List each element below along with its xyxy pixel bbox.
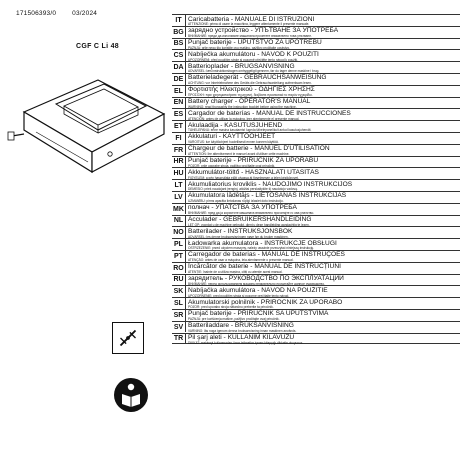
manual-title: Batterioplader - BRUGSANVISNING xyxy=(188,62,295,70)
warning-text: POZOR: prije uporabe stroja, pažljivo pročitajte ovaj priručnik. xyxy=(188,163,276,168)
language-row xyxy=(172,167,460,179)
language-code: TR xyxy=(172,334,186,345)
language-row xyxy=(172,132,460,144)
manual-title: Punjač baterije - PRIRUČNIK SA UPUTSTVIMA xyxy=(188,310,329,318)
language-row xyxy=(172,26,460,38)
caution-symbol-icon xyxy=(112,322,144,354)
model-name: CGF C Li 48 xyxy=(76,43,119,50)
warning-text: ADVARSEL: les denne bruksanvisningen nøye før du bruker maskinen. xyxy=(188,234,289,239)
language-code: PL xyxy=(172,239,186,250)
manual-title: Nabíječka akumulátoru - NÁVOD K POUŽITÍ xyxy=(188,50,319,58)
read-manual-icon xyxy=(114,378,148,412)
manual-title: Akumulatora lādētājs - LIETOŠANAS INSTRUKCIJAS xyxy=(188,192,347,200)
manual-title: Akkumulátor-töltő - HASZNÁLATI UTASÍTÁS xyxy=(188,168,319,176)
manual-title: Ładowarka akumulatora - INSTRUKCJE OBSŁUGI xyxy=(188,239,337,247)
warning-text: FIGYELEM: a gép használata előtt olvassa át figyelmesen a jelen kézikönyvet. xyxy=(188,175,299,180)
manual-title: Pil şarj aleti - KULLANIM KILAVUZU xyxy=(188,334,295,342)
language-row xyxy=(172,238,460,250)
warning-text: ATENCIÓN: antes de utilizar la máquina, leer atentamente el presente manual. xyxy=(188,116,300,121)
language-code: NL xyxy=(172,216,186,227)
manual-title: Batteriladdare - BRUKSANVISNING xyxy=(188,322,294,330)
manual-title: Nabíjačka akumulátora - NÁVOD NA POUŽITIE xyxy=(188,286,328,294)
manual-title: Încărcător de baterie - MANUAL DE INSTRUCȚIUNI xyxy=(188,263,341,271)
warning-text: ATTENZIONE: prima di usare la macchina, leggere attentamente il presente manuale. xyxy=(188,22,310,27)
language-row xyxy=(172,179,460,191)
warning-text: UPOZORNENIE: pred použitím stroja si pozorne prečítajte tento návod. xyxy=(188,293,290,298)
language-code: PT xyxy=(172,251,186,262)
language-row xyxy=(172,297,460,309)
manual-title: Batterieladegerät - GEBRAUCHSANWEISUNG xyxy=(188,74,327,82)
language-code: SR xyxy=(172,310,186,321)
language-code: FR xyxy=(172,145,186,156)
manual-title: Carregador de baterias - MANUAL DE INSTRUÇÕES xyxy=(188,251,345,259)
language-code: IT xyxy=(172,15,186,26)
language-row xyxy=(172,144,460,156)
warning-text: ВНИМАНИЕ: преди да използвате машината прочетете внимателно това упътване. xyxy=(188,33,312,38)
manual-title: зарядитель - РУКОВОДСТВО ПО ЭКСПЛУАТАЦИИ xyxy=(188,275,344,283)
language-row xyxy=(172,108,460,120)
manual-title: Batterilader - INSTRUKSJONSBOK xyxy=(188,227,293,235)
language-row xyxy=(172,14,460,26)
document-date: 03/2024 xyxy=(72,10,98,17)
language-row xyxy=(172,156,460,168)
warning-text: ATTENTION: lire attentivement le manuel avant d'utiliser cette machine. xyxy=(188,151,290,156)
warning-text: PAŽNJA: pre korišćenja mašine, pažljivo pročitajte ovaj priručnik. xyxy=(188,317,280,322)
manual-title: Akulaadija - KASUTUSJUHEND xyxy=(188,121,283,129)
language-code: CS xyxy=(172,50,186,61)
language-row xyxy=(172,262,460,274)
warning-text: ADVARSEL: læs instruktionsbogen omhyggeligt igennem, før du tager denne maskine i brug. xyxy=(188,69,320,74)
language-row xyxy=(172,274,460,286)
language-row xyxy=(172,203,460,215)
warning-text: ΠΡΟΣΟΧΗ: πριν χρησιμοποιήσετε τη μηχανή, διαβάστε προσεκτικά το παρόν εγχειρίδιο. xyxy=(188,92,313,97)
language-code: BS xyxy=(172,39,186,50)
language-code: DE xyxy=(172,74,186,85)
language-code: SL xyxy=(172,298,186,309)
warning-text: OSTRZEŻENIE: przed użyciem maszyny, należy uważnie przeczytać niniejszą instrukcję. xyxy=(188,246,315,251)
language-code: BG xyxy=(172,27,186,38)
warning-text: ATENȚIE: înainte de a utiliza mașina, citiți cu atenție acest manual. xyxy=(188,269,283,274)
manual-title: Caricabatteria - MANUALE DI ISTRUZIONI xyxy=(188,15,315,23)
manual-title: Akumuliatorius kroviklis - NAUDOJIMO INSTRUKCIJOS xyxy=(188,180,353,188)
language-code: HR xyxy=(172,157,186,168)
manual-title: Cargador de baterías - MANUAL DE INSTRUCCIONES xyxy=(188,109,351,117)
language-row xyxy=(172,49,460,61)
document-code xyxy=(16,10,97,17)
language-row xyxy=(172,333,460,345)
language-row xyxy=(172,120,460,132)
warning-text: TÄHELEPANU: enne masina kasutamist lugeda tähelepanelikult antud kasutusjuhendit. xyxy=(188,128,312,133)
warning-text: ВНИМАНИЕ: пред да ја користите машината внимателно прочитајте го ова упатство. xyxy=(188,210,315,215)
language-code: RU xyxy=(172,275,186,286)
language-row xyxy=(172,309,460,321)
language-code: SK xyxy=(172,286,186,297)
language-row xyxy=(172,250,460,262)
language-code: ET xyxy=(172,121,186,132)
language-row xyxy=(172,97,460,109)
language-row xyxy=(172,321,460,333)
manual-title: полнач - УПАТСТВА ЗА УПОТРЕБА xyxy=(188,204,297,212)
warning-text: LET OP: voordat u de machine gebruikt, dient u deze handleiding aandachtig te lezen. xyxy=(188,222,310,227)
warning-text: POZOR: pred uporabo stroja natančno preberite ta priročnik. xyxy=(188,305,274,310)
warning-text: WARNING: read thoroughly the instruction booklet before using the machine. xyxy=(188,104,297,109)
language-row xyxy=(172,191,460,203)
language-code: SV xyxy=(172,322,186,333)
warning-text: ВНИМАНИЕ: перед использованием машины внимательно прочитайте данное руководство. xyxy=(188,281,325,286)
manual-title: Akumulatorski polnilnik - PRIROČNIK ZA UPORABO xyxy=(188,298,343,306)
language-code: EN xyxy=(172,98,186,109)
manual-title: Punjač baterije - PRIRUČNIK ZA UPORABU xyxy=(188,157,319,165)
language-row xyxy=(172,215,460,227)
warning-text: UPOZORNĚNÍ: před použitím stroje si pozorně přečtěte tento návod k použití. xyxy=(188,57,299,62)
manual-title: Akkulaturi - KÄYTTÖOHJEET xyxy=(188,133,276,141)
language-row xyxy=(172,73,460,85)
language-code: DA xyxy=(172,62,186,73)
manual-title: Punjač baterije - UPUTSTVO ZA UPOTREBU xyxy=(188,39,322,47)
warning-text: VARNING: läs noga igenom denna bruksanvisning innan maskinen används. xyxy=(188,328,297,333)
language-row xyxy=(172,38,460,50)
manual-title: Battery charger - OPERATOR'S MANUAL xyxy=(188,98,311,106)
warning-text: UZMANĪBU: pirms aparāta lietošanas rūpīgi izlasiet doto instrukciju. xyxy=(188,199,284,204)
language-code: FI xyxy=(172,133,186,144)
warning-text: VAROITUS: lue käyttöohjeet huolellisesti ennen koneen käyttöä. xyxy=(188,140,279,145)
language-code: HU xyxy=(172,168,186,179)
warning-text: DİKKAT: makineyi kullanmadan önce talimatlar içeren kitapçığı dikkatle okuyunuz. xyxy=(188,340,304,345)
language-code: EL xyxy=(172,86,186,97)
manual-title: Acculader - GEBRUIKERSHANDLEIDING xyxy=(188,216,312,224)
language-row xyxy=(172,85,460,97)
manual-title: Φορτιστής Ηλεκτρικού - ΟΔΗΓΙΕΣ ΧΡΗΣΗΣ xyxy=(188,86,315,94)
language-row xyxy=(172,226,460,238)
document-number: 171506393/0 xyxy=(16,10,57,17)
language-code: LT xyxy=(172,180,186,191)
manual-title: Chargeur de batterie - MANUEL D'UTILISATION xyxy=(188,145,330,153)
language-code: NO xyxy=(172,227,186,238)
language-row xyxy=(172,285,460,297)
language-code: RO xyxy=(172,263,186,274)
warning-text: ACHTUNG: vor Inbetriebnahme des Geräts die Gebrauchsanleitung aufmerksam lesen. xyxy=(188,81,312,86)
language-row xyxy=(172,61,460,73)
warning-text: ATENÇÃO: antes de usar a máquina, leia atentamente o presente manual. xyxy=(188,258,294,263)
cover-left-panel xyxy=(0,0,168,464)
language-title-list xyxy=(172,14,460,344)
language-code: LV xyxy=(172,192,186,203)
warning-text: PAŽNJA: prije nego što koristite ovu mašinu, pažljivo pročitajte uputstvo. xyxy=(188,45,290,50)
battery-charger-illustration xyxy=(6,74,170,182)
warning-text: DĖMESIO: prieš naudojant įrenginį, atidžiai perskaitykite šį naudotojo vadovą. xyxy=(188,187,298,192)
language-code: MK xyxy=(172,204,186,215)
language-code: ES xyxy=(172,109,186,120)
manual-title: зарядно устройство - УПЪТВАНЕ ЗА УПОТРЕБА xyxy=(188,27,339,35)
